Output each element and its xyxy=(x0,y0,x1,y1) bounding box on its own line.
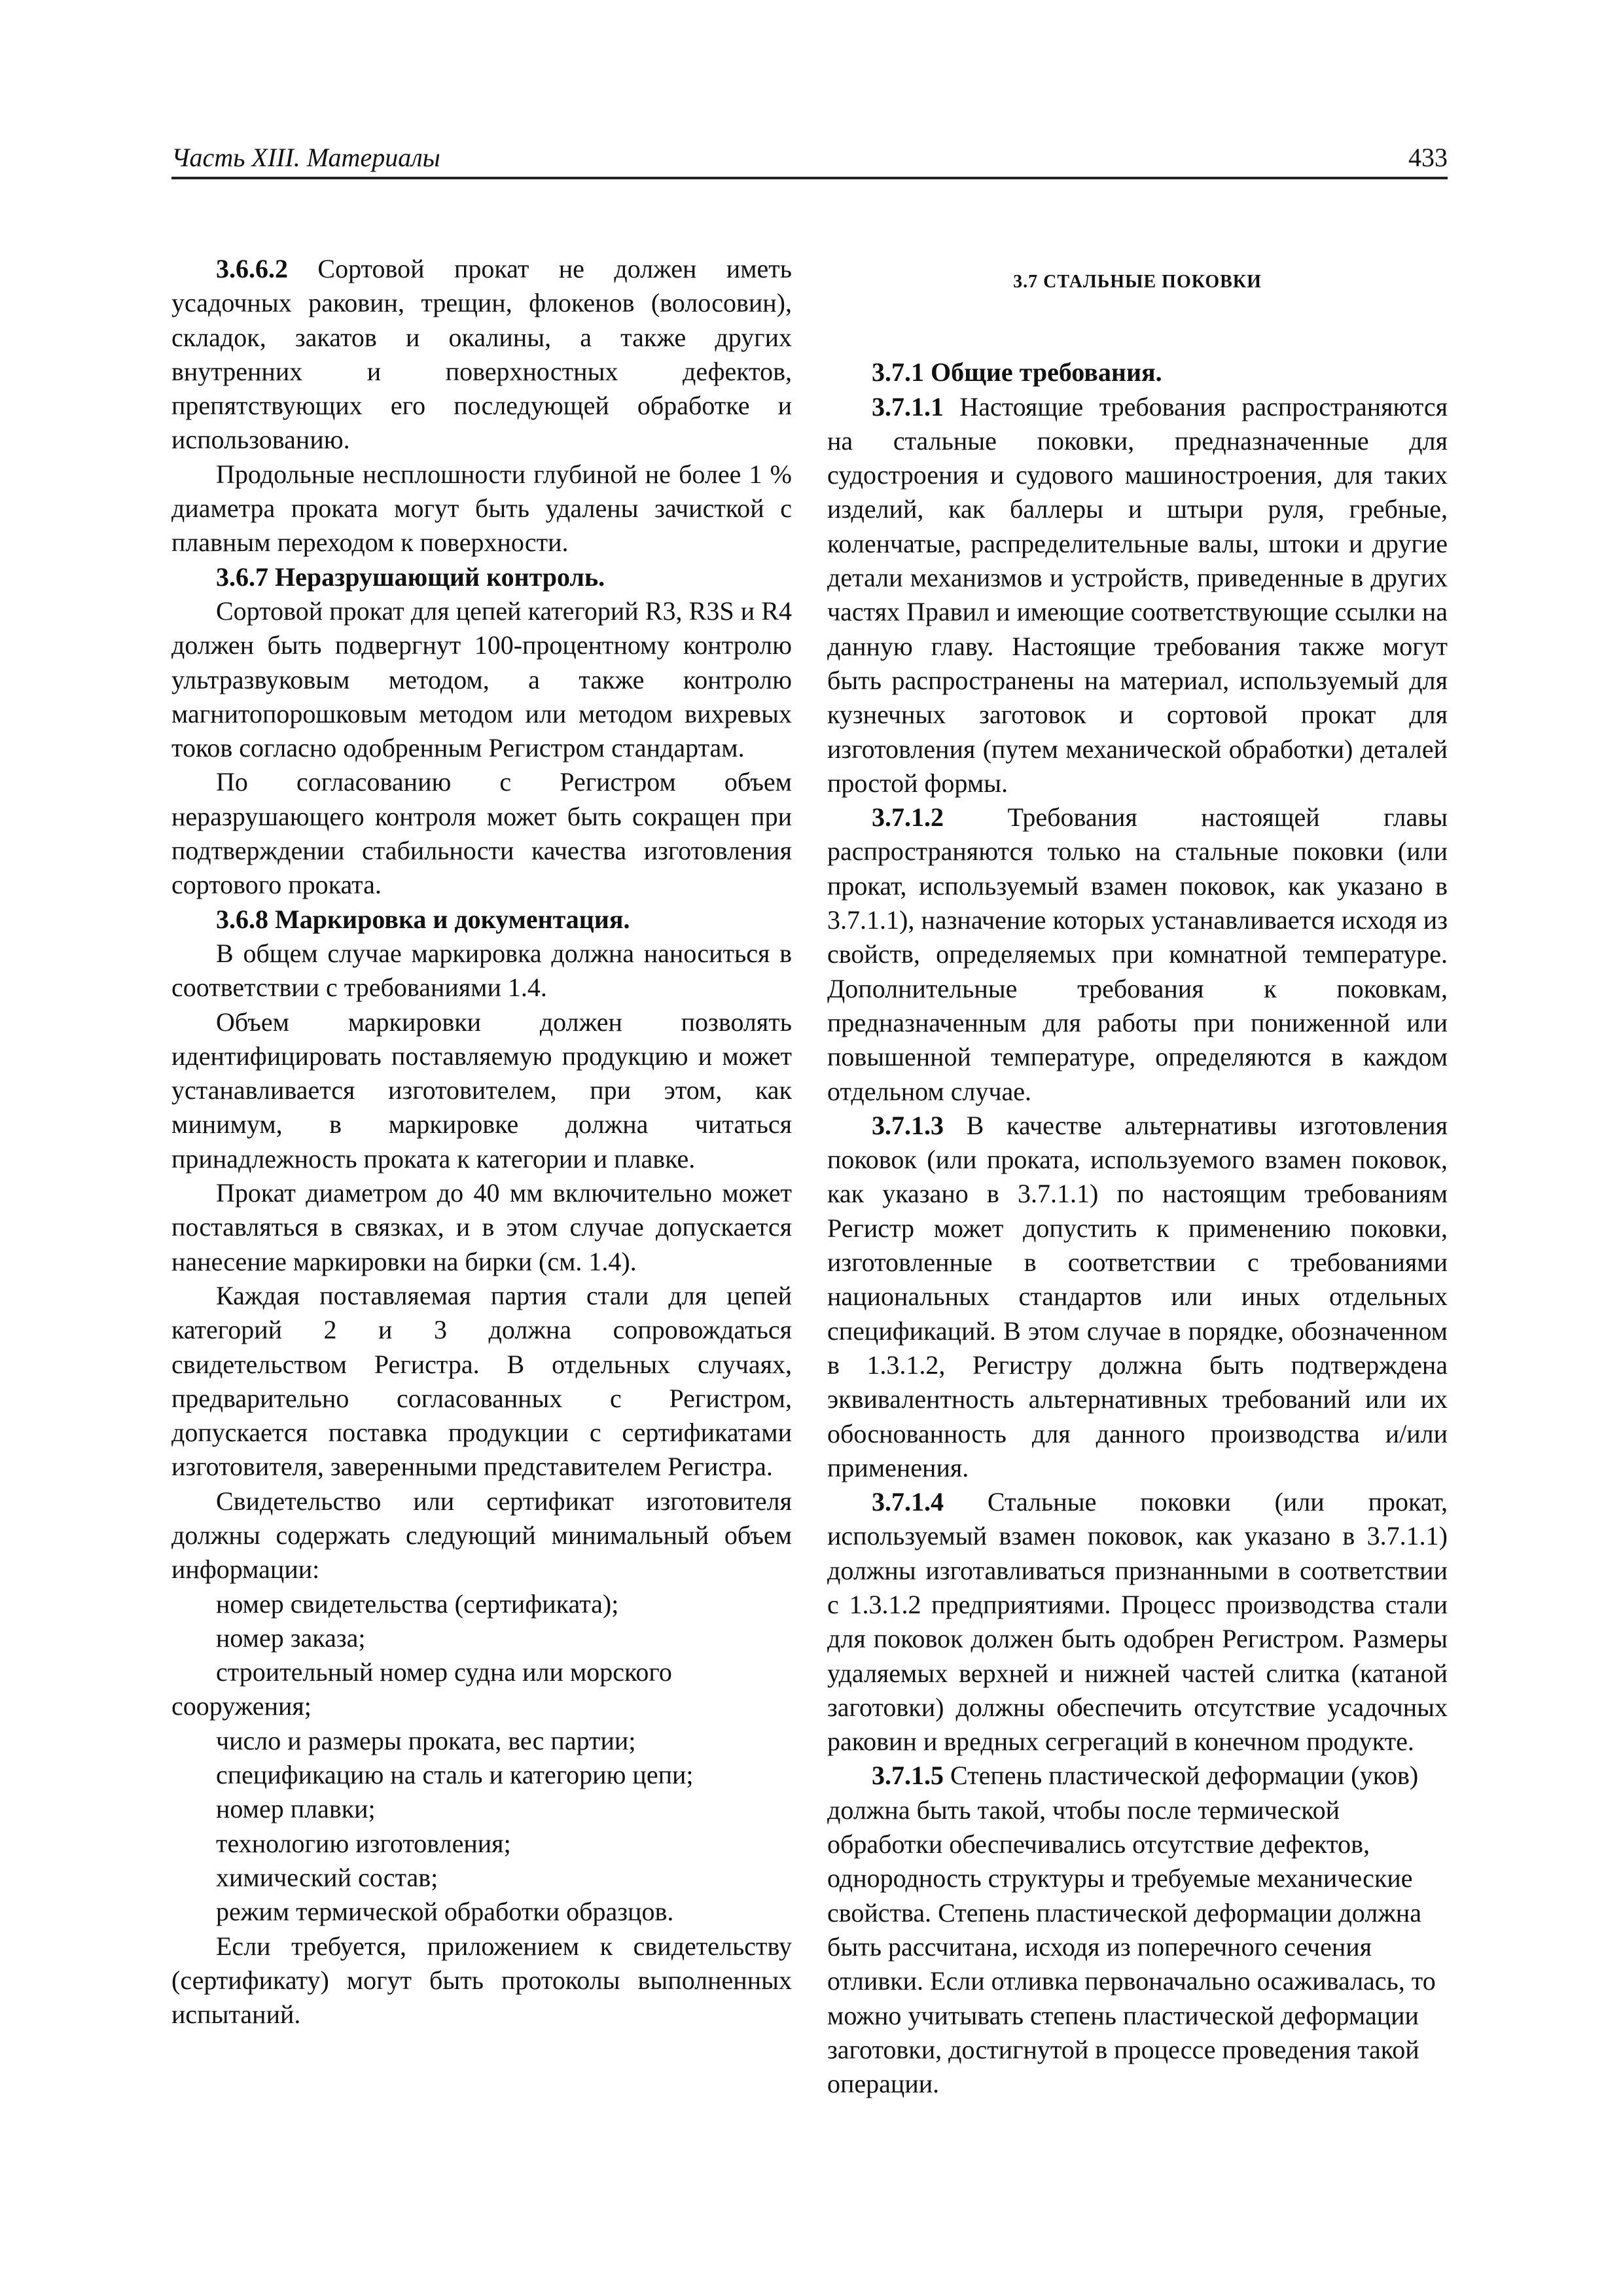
paragraph: В общем случае маркировка должна наноситься в соответствии с требованиями 1.4. xyxy=(171,938,792,1003)
section-title: 3.7 СТАЛЬНЫЕ ПОКОВКИ xyxy=(1013,272,1262,292)
running-header-title: Часть XIII. Материалы xyxy=(171,143,440,172)
paragraph: Если требуется, приложением к свидетельству (сертификату) могут быть протоколы выполненных испытаний. xyxy=(171,1931,792,2030)
paragraph: Каждая поставляемая партия стали для цепей категорий 2 и 3 должна сопровождаться свидетельством Регистра. В отдельных случаях, предварительно согласованных с Регистром, допускается поставка продукции с сертификатами изготовителя, заверенными представителем Регистра. xyxy=(171,1280,792,1482)
paragraph-3-7-1-3 xyxy=(827,1109,1448,1485)
list-item: технологию изготовления; xyxy=(216,1828,511,1858)
right-column xyxy=(827,252,1448,2101)
clause-text: В качестве альтернативы изготовления поковок (или проката, используемого взамен поковок, как указано в 3.7.1.1) по настоящим требованиям Регистр может допустить к применению поковки, изготовленные в соответствии с требованиями национальных стандартов или иных отдельных спецификаций. В этом случае в порядке, обозначенном в 1.3.1.2, Регистру должна быть подтверждена эквивалентность альтернативных требований или их обоснованность для данного производства и/или применения. xyxy=(827,1110,1448,1482)
clause-text: Стальные поковки (или прокат, используемый взамен поковок, как указано в 3.7.1.1) должны изготавливаться признанными в соответствии с 1.3.1.2 предприятиями. Процесс производства стали для поковок должен быть одобрен Регистром. Размеры удаляемых верхней и нижней частей слитка (катаной заготовки) должны обеспечить отсутствие усадочных раковин и вредных сегрегаций в конечном продукте. xyxy=(827,1487,1448,1757)
paragraph-3-7-1-4 xyxy=(827,1485,1448,1759)
paragraph: Сортовой прокат для цепей категорий R3, R3S и R4 должен быть подвергнут 100-процентному контролю ультразвуковым методом, а также контролю магнитопорошковым методом или методом вихревых токов согласно одобренным Регистром стандартам. xyxy=(171,596,792,763)
paragraph: Объем маркировки должен позволять идентифицировать поставляемую продукцию и может устанавливается изготовителем, при этом, как минимум, в маркировке должна читаться принадлежность проката к категории и плавке. xyxy=(171,1007,792,1174)
list-item: число и размеры проката, вес партии; xyxy=(216,1725,636,1755)
clause-number: 3.7.1.3 xyxy=(872,1110,944,1140)
clause-text: Степень пластической деформации (уков) должна быть такой, чтобы после термической обработки обеспечивались отсутствие дефектов, однородность структуры и требуемые механические свойства. Степень пластической деформации должна быть рассчитана, исходя из поперечного сечения отливки. Если отливка первоначально осаживалась, то можно учитывать степень пластической деформации заготовки, достигнутой в процессе проведения такой операции. xyxy=(827,1761,1436,2099)
clause-text: Требования настоящей главы распространяются только на стальные поковки (или прокат, используемый взамен поковок, как указано в 3.7.1.1), назначение которых устанавливается исходя из свойств, определяемых при комнатной температуре. Дополнительные требования к поковкам, предназначенным для работы при пониженной или повышенной температуре, определяются в каждом отдельном случае. xyxy=(827,802,1448,1106)
clause-text: Сортовой прокат не должен иметь усадочных раковин, трещин, флокенов (волосовин), складок, закатов и окалины, а также других внутренних и поверхностных дефектов, препятствующих его последующей обработке и использованию. xyxy=(171,254,792,455)
list-item: строительный номер судна или морского сооружения; xyxy=(171,1657,672,1721)
paragraph-3-7-1-5 xyxy=(827,1759,1448,2101)
list-item: спецификацию на сталь и категорию цепи; xyxy=(216,1760,694,1790)
list-item: химический состав; xyxy=(216,1862,438,1892)
clause-number: 3.7.1.1 xyxy=(872,391,944,422)
left-column xyxy=(171,252,792,2032)
list-item: номер заказа; xyxy=(216,1623,366,1653)
paragraph-3-6-6-2 xyxy=(171,252,792,457)
paragraph: Свидетельство или сертификат изготовителя должны содержать следующий минимальный объем информации: xyxy=(171,1486,792,1585)
running-header xyxy=(171,139,1448,179)
paragraph: По согласованию с Регистром объем неразрушающего контроля может быть сокращен при подтверждении стабильности качества изготовления сортового проката. xyxy=(171,767,792,900)
paragraph: Прокат диаметром до 40 мм включительно может поставляться в связках, и в этом случае допускается нанесение маркировки на бирки (см. 1.4). xyxy=(171,1178,792,1276)
clause-text: Настоящие требования распространяются на стальные поковки, предназначенные для судостроения и судового машиностроения, для таких изделий, как баллеры и штыри руля, гребные, коленчатые, распределительные валы, штоки и другие детали механизмов и устройств, приведенные в других частях Правил и имеющие соответствующие ссылки на данную главу. Настоящие требования также могут быть распространены на материал, используемый для кузнечных заготовок и сортовой прокат для изготовления (путем механической обработки) деталей простой формы. xyxy=(827,391,1448,798)
list-item: номер плавки; xyxy=(216,1794,376,1824)
clause-number: 3.6.6.2 xyxy=(216,254,288,283)
clause-number: 3.7.1.5 xyxy=(872,1761,944,1791)
clause-number: 3.7.1.4 xyxy=(872,1487,944,1517)
clause-number: 3.7.1.2 xyxy=(872,802,944,833)
heading-3-6-7: 3.6.7 Неразрушающий контроль. xyxy=(216,562,605,592)
heading-3-6-8: 3.6.8 Маркировка и документация. xyxy=(216,904,630,934)
list-item: режим термической обработки образцов. xyxy=(216,1897,674,1927)
page-number: 433 xyxy=(1408,143,1448,172)
paragraph-3-7-1-1 xyxy=(827,390,1448,801)
paragraph-3-7-1-2 xyxy=(827,800,1448,1109)
list-item: номер свидетельства (сертификата); xyxy=(216,1588,619,1619)
paragraph: Продольные несплошности глубиной не более 1 % диаметра проката могут быть удалены зачисткой с плавным переходом к поверхности. xyxy=(171,459,792,558)
heading-3-7-1: 3.7.1 Общие требования. xyxy=(872,357,1162,387)
